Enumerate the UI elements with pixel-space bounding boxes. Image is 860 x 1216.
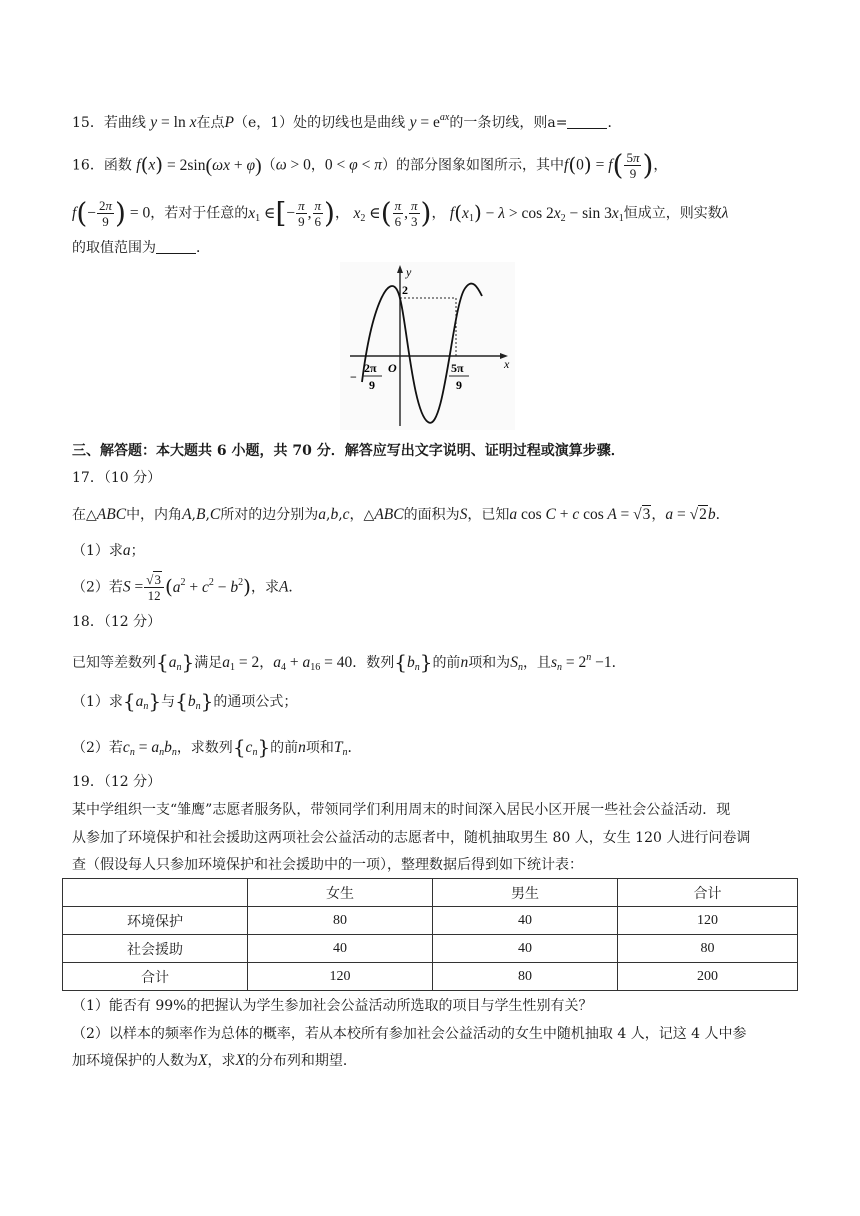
table-header-cell: 男生 [433,879,618,907]
question-18-part-2: （2）若$c_n = a_nb_n$，求数列$\{c_n\}$的前n项和$T_n$． [72,735,362,759]
question-19-para-1: 某中学组织一支“雏鹰”志愿者服务队，带领同学们利用周末的时间深入居民小区开展一些社会公益活动．现 [72,802,731,818]
question-17-header: 17．（10 分） [72,470,162,486]
answer-blank [567,114,607,129]
table-cell: 40 [433,935,618,963]
section-3-heading: 三、解答题：本大题共 6 小题，共 70 分．解答应写出文字说明、证明过程或演算步骤． [72,443,625,459]
question-19-para-3: 查（假设每人只参加环境保护和社会援助中的一项），整理数据后得到如下统计表： [72,857,583,873]
table-header-row [63,879,798,907]
question-19-part-2: （2）以样本的频率作为总体的概率，若从本校所有参加社会公益活动的女生中随机抽取 4 人，记这 4 人中参 [72,1026,747,1042]
right-tick-numerator: 5π [451,361,464,375]
table-cell: 200 [618,963,798,991]
question-18-stem: 已知等差数列$\{a_n\}$满足$a_1 = 2$，$a_4 + a_{16} = 40$．数列$\{b_n\}$的前n项和为$S_n$，且$s_n = 2^n -1$． [72,650,626,674]
table-row [63,935,798,963]
question-18-header: 18．（12 分） [72,614,162,630]
question-19-part-1: （1）能否有 99%的把握认为学生参加社会公益活动所选取的项目与学生性别有关？ [72,998,593,1014]
question-15: 15．若曲线 y = ln x在点P（e，1）处的切线也是曲线 $y = e^{ax}$的一条切线，则a= ． [72,112,622,131]
question-16-line-2: f(− $\frac{2\pi}{9}$ ) = 0，若对于任意的$x_1$ ∈[− $\frac{\pi}{9}$ , $\frac{\pi}{6}$ )， $x_2$ ∈( $\frac{\pi}{6}$ , $\frac{\pi}{3}$ )， $f(x_1) - \lambda > \cos 2x_2 - \sin 3x_1$恒成立，则实数λ [72,196,729,230]
table-cell: 120 [618,907,798,935]
table-header-cell: 女生 [248,879,433,907]
question-17-part-1: （1）求a； [72,542,145,559]
left-tick-numerator: 2π [364,361,377,375]
table-row [63,907,798,935]
table-cell: 40 [248,935,433,963]
question-17-stem: 在△ABC中，内角A,B,C所对的边分别为a,b,c，△ABC的面积为S，已知a cos C + c cos A = √3，a = √2b． [72,506,730,523]
question-19-para-2: 从参加了环境保护和社会援助这两项社会公益活动的志愿者中，随机抽取男生 80 人，女生 120 人进行问卷调 [72,830,751,846]
statistics-table [62,878,798,991]
answer-blank [156,239,196,254]
question-18-part-1: （1）求$\{a_n\}$与$\{b_n\}$的通项公式； [72,689,298,713]
question-19-header: 19．（12 分） [72,774,162,790]
table-header-cell: 合计 [618,879,798,907]
table-header-cell [63,879,248,907]
table-cell: 社会援助 [63,935,248,963]
question-16-line-3: 的取值范围为 ． [72,240,210,256]
table-cell: 环境保护 [63,907,248,935]
table-cell: 合计 [63,963,248,991]
question-19-part-2-cont: 加环境保护的人数为X，求X的分布列和期望． [72,1052,357,1069]
peak-label: 2 [402,283,408,297]
question-17-part-2: （2）若S = $\frac{√3}{12}$ $(a^2 + c^2 - b^2)$，求A． [72,572,303,603]
table-cell: 80 [433,963,618,991]
table-cell: 120 [248,963,433,991]
left-tick-denominator: 9 [369,378,375,392]
table-cell: 40 [433,907,618,935]
origin-label: O [388,361,397,375]
function-graph [340,262,515,430]
y-axis-label: y [406,265,412,279]
table-cell: 80 [248,907,433,935]
table-row [63,963,798,991]
left-tick-sign: − [350,370,357,384]
right-tick-denominator: 9 [456,378,462,392]
question-16: 16．函数 f(x) = 2sin(ωx + φ)（ω > 0，0 < φ < π）的部分图象如图所示，其中f(0) = f( $\frac{5\pi}{9}$ )， [72,148,668,182]
table-cell: 80 [618,935,798,963]
x-axis-label: x [504,357,510,371]
